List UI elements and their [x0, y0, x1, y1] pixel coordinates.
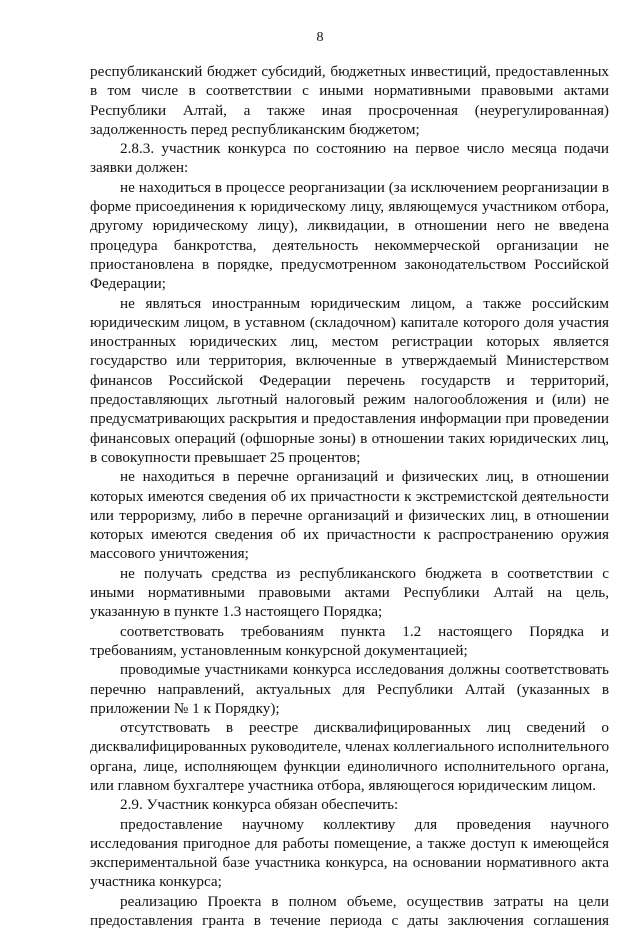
text-line: массового уничтожения;	[90, 545, 249, 563]
text-line: или терроризму, либо в перечне организаций и физических лиц, в отношении	[90, 506, 609, 524]
text-line: органа, лице, исполняющем функции единоличного исполнительного органа,	[90, 757, 609, 775]
document-body	[90, 62, 609, 930]
text-line: Республики Алтай, а также иная просроченная (неурегулированная)	[90, 101, 609, 119]
text-line: дисквалифицированных руководителе, членах коллегиального исполнительного	[90, 738, 610, 756]
text-line: форме присоединения к юридическому лицу, являющемуся участником отбора,	[90, 198, 609, 216]
text-line: иностранных юридических лиц, местом регистрации которых является	[90, 333, 609, 351]
text-line: заявки должен:	[90, 159, 189, 177]
text-line: не находиться в перечне организаций и физических лиц, в отношении	[120, 468, 609, 486]
text-line: участника конкурса;	[90, 873, 222, 891]
text-line: республиканский бюджет субсидий, бюджетных инвестиций, предоставленных	[90, 63, 609, 80]
text-line: предусматривающих раскрытия и предоставления информации при проведении	[90, 410, 609, 428]
text-line: Федерации;	[90, 275, 166, 293]
text-line: предоставляющих льготный налоговый режим налогообложения и (или) не	[90, 391, 609, 409]
text-line: приложении № 1 к Порядку);	[90, 699, 280, 717]
text-line: приостановлена в порядке, предусмотренном законодательством Российской	[90, 255, 609, 273]
text-line: соответствовать требованиям пункта 1.2 настоящего Порядка и	[120, 622, 609, 640]
text-line: реализацию Проекта в полном объеме, осуществив затраты на цели	[120, 892, 609, 910]
text-line: задолженность перед республиканским бюджетом;	[90, 120, 420, 138]
text-line: которых имеются сведения об их причастности к экстремистской деятельности	[90, 487, 609, 505]
text-line: в совокупности превышает 25 процентов;	[90, 448, 361, 466]
text-line: государство или территория, включенные в утверждаемый Министерством	[90, 352, 609, 370]
text-line: исследования пригодное для работы помещение, а также доступ к имеющейся	[90, 834, 609, 852]
text-line: не находиться в процессе реорганизации (за исключением реорганизации в	[120, 178, 609, 196]
text-line: указанную в пункте 1.3 настоящего Порядка;	[90, 603, 383, 621]
text-line: иными нормативными правовыми актами Республики Алтай на цель,	[90, 584, 609, 602]
text-line: отсутствовать в реестре дисквалифицированных лиц сведений о	[120, 719, 609, 737]
text-line: юридическим лицом, в уставном (складочном) капитале которого доля участия	[90, 313, 609, 331]
text-line: не получать средства из республиканского бюджета в соответствии с	[120, 564, 609, 582]
text-line: или главном бухгалтере участника отбора, являющегося юридическим лицом.	[90, 776, 597, 794]
text-line: проводимые участниками конкурса исследования должны соответствовать	[120, 661, 609, 679]
text-line: которых имеются сведения об их причастности к распространению оружия	[90, 526, 609, 544]
text-line: экспериментальной базе участника конкурса, на основании нормативного акта	[90, 854, 609, 872]
text-line: в том числе в соответствии с иными нормативными правовыми актами	[90, 82, 609, 100]
text-line: другому юридическому лицу), ликвидации, в отношении него не введена	[90, 217, 609, 235]
text-line: требованиям, установленным конкурсной документацией;	[90, 641, 468, 659]
text-line: предоставления гранта в течение периода с даты заключения соглашения	[90, 912, 609, 930]
text-line: процедура банкротства, деятельность некоммерческой организации не	[90, 236, 609, 254]
text-line: предоставление научному коллективу для проведения научного	[120, 815, 609, 833]
text-line: 2.9. Участник конкурса обязан обеспечить:	[120, 796, 399, 814]
page-number: 8	[316, 30, 324, 45]
text-line: перечню направлений, актуальных для Республики Алтай (указанных в	[90, 680, 609, 698]
text-line: финансовых операций (офшорные зоны) в отношении таких юридических лиц,	[90, 429, 609, 447]
text-line: 2.8.3. участник конкурса по состоянию на первое число месяца подачи	[120, 140, 609, 158]
text-line: финансов Российской Федерации перечень государств и территорий,	[90, 371, 609, 389]
text-line: не являться иностранным юридическим лицом, а также российским	[120, 294, 609, 312]
